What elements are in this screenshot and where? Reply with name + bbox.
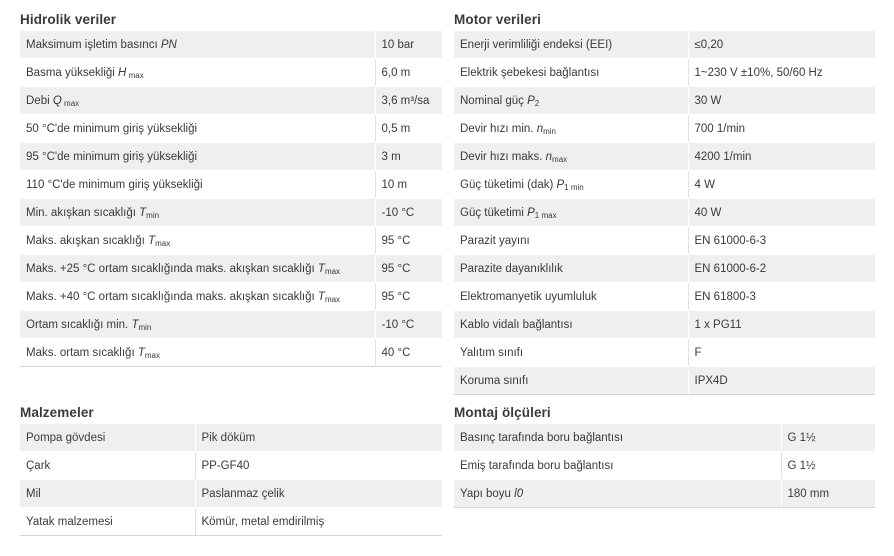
table-row <box>20 31 442 59</box>
table-row <box>20 171 442 199</box>
table-row <box>20 255 442 283</box>
symbol: T <box>131 318 139 331</box>
table-row <box>454 367 875 395</box>
row-value: ≤0,20 <box>688 31 875 59</box>
materials-title: Malzemeler <box>20 405 94 420</box>
row-label: Nominal güç $P_2$ <box>454 87 688 115</box>
row-value: PP-GF40 <box>195 452 442 480</box>
table-row <box>454 255 875 283</box>
table-row <box>454 87 875 115</box>
row-value: EN 61000-6-2 <box>688 255 875 283</box>
row-label: Yapı boyu l0 <box>454 480 781 508</box>
symbol-subscript: 2 <box>534 98 540 108</box>
row-value: 0,5 m <box>375 115 442 143</box>
symbol: n <box>545 150 553 163</box>
table-row <box>20 339 442 367</box>
row-label: Yatak malzemesi <box>20 508 195 536</box>
symbol: P <box>527 206 535 219</box>
symbol-subscript: min <box>543 126 556 136</box>
symbol: T <box>139 206 147 219</box>
table-row <box>20 311 442 339</box>
table-row <box>454 171 875 199</box>
symbol: T <box>137 346 145 359</box>
row-label: Maks. ortam sıcaklığı $T_{max}$ <box>20 339 375 367</box>
row-label: Parazit yayını <box>454 227 688 255</box>
row-value: 10 m <box>375 171 442 199</box>
mounting-dimensions-title: Montaj ölçüleri <box>454 405 551 420</box>
mounting-dimensions-table <box>454 424 875 508</box>
row-label: Elektrik şebekesi bağlantısı <box>454 59 688 87</box>
symbol: T <box>317 290 325 303</box>
row-label: Emiş tarafında boru bağlantısı <box>454 452 781 480</box>
row-label: Debi Q $_{max}$ <box>20 87 375 115</box>
row-value: -10 °C <box>375 311 442 339</box>
row-label: Enerji verimliliği endeksi (EEI) <box>454 31 688 59</box>
row-value: 1~230 V ±10%, 50/60 Hz <box>688 59 875 87</box>
symbol: l0 <box>514 487 524 500</box>
symbol-subscript: max <box>155 238 171 248</box>
symbol: Q <box>52 94 62 107</box>
symbol-subscript: 1 min <box>564 182 584 192</box>
materials-table <box>20 424 442 536</box>
table-row <box>454 311 875 339</box>
symbol-subscript: 1 max <box>534 210 557 220</box>
table-row <box>20 283 442 311</box>
row-value: 6,0 m <box>375 59 442 87</box>
row-value: 30 W <box>688 87 875 115</box>
row-label: Kablo vidalı bağlantısı <box>454 311 688 339</box>
row-value: -10 °C <box>375 199 442 227</box>
row-label: Maksimum işletim basıncı PN <box>20 31 375 59</box>
symbol: PN <box>160 38 177 51</box>
symbol-subscript: max <box>324 266 341 276</box>
row-label: Devir hızı min. $n_{min}$ <box>454 115 688 143</box>
symbol-subscript: max <box>324 294 341 304</box>
symbol: P <box>556 178 565 191</box>
table-row <box>20 424 442 452</box>
table-row <box>454 424 875 452</box>
row-value: 4200 1/min <box>688 143 875 171</box>
row-value: 180 mm <box>781 480 875 508</box>
table-row <box>454 283 875 311</box>
row-value: Kömür, metal emdirilmiş <box>195 508 442 536</box>
row-value: 4 W <box>688 171 875 199</box>
row-label: Basma yüksekliği H $_{max}$ <box>20 59 375 87</box>
row-value: 95 °C <box>375 255 442 283</box>
row-value: 95 °C <box>375 283 442 311</box>
row-value: 700 1/min <box>688 115 875 143</box>
table-row <box>20 480 442 508</box>
row-label: Güç tüketimi $P_{1 max}$ <box>454 199 688 227</box>
row-label: Devir hızı maks. $n_{max}$ <box>454 143 688 171</box>
row-value: 95 °C <box>375 227 442 255</box>
table-row <box>20 227 442 255</box>
table-row <box>20 452 442 480</box>
table-row <box>454 143 875 171</box>
table-row <box>454 59 875 87</box>
table-row <box>20 508 442 536</box>
row-label: Maks. akışkan sıcaklığı $T_{max}$ <box>20 227 375 255</box>
row-value: 3 m <box>375 143 442 171</box>
symbol: T <box>148 234 156 247</box>
row-value: 10 bar <box>375 31 442 59</box>
materials-section <box>20 402 442 536</box>
table-row <box>454 227 875 255</box>
row-label: 110 °C'de minimum giriş yüksekliği <box>20 171 375 199</box>
symbol-subscript: min <box>138 322 152 332</box>
row-value: IPX4D <box>688 367 875 395</box>
symbol-subscript: min <box>146 210 160 220</box>
row-label: Elektromanyetik uyumluluk <box>454 283 688 311</box>
row-label: Çark <box>20 452 195 480</box>
row-label: Ortam sıcaklığı min. $T_{min}$ <box>20 311 375 339</box>
symbol-subscript: max <box>126 70 144 80</box>
row-value: 1 x PG11 <box>688 311 875 339</box>
row-label: Yalıtım sınıfı <box>454 339 688 367</box>
row-value: EN 61000-6-3 <box>688 227 875 255</box>
table-row <box>20 199 442 227</box>
hydraulic-data-table <box>20 31 442 367</box>
mounting-dimensions-section <box>454 402 875 508</box>
row-value: Pik döküm <box>195 424 442 452</box>
symbol-subscript: max <box>552 154 568 164</box>
symbol-subscript: max <box>144 350 160 360</box>
symbol-subscript: max <box>61 98 80 108</box>
row-label: Koruma sınıfı <box>454 367 688 395</box>
table-row <box>20 143 442 171</box>
row-value: EN 61800-3 <box>688 283 875 311</box>
row-label: 50 °C'de minimum giriş yüksekliği <box>20 115 375 143</box>
motor-data-table <box>454 31 875 395</box>
table-row <box>454 339 875 367</box>
row-value: G 1½ <box>781 452 875 480</box>
row-value: 40 W <box>688 199 875 227</box>
symbol: n <box>536 122 544 135</box>
table-row <box>454 452 875 480</box>
row-label: Basınç tarafında boru bağlantısı <box>454 424 781 452</box>
table-row <box>20 59 442 87</box>
row-label: Min. akışkan sıcaklığı $T_{min}$ <box>20 199 375 227</box>
symbol: H <box>118 66 127 79</box>
hydraulic-data-section <box>20 9 442 367</box>
row-value: Paslanmaz çelik <box>195 480 442 508</box>
row-value: 3,6 m³/sa <box>375 87 442 115</box>
symbol: P <box>527 94 535 107</box>
row-value: G 1½ <box>781 424 875 452</box>
row-label: 95 °C'de minimum giriş yüksekliği <box>20 143 375 171</box>
motor-data-title: Motor verileri <box>454 12 541 27</box>
table-row <box>454 31 875 59</box>
table-row <box>454 115 875 143</box>
table-row <box>20 87 442 115</box>
row-label: Mil <box>20 480 195 508</box>
motor-data-section <box>454 9 875 395</box>
table-row <box>20 115 442 143</box>
row-label: Güç tüketimi (dak) $P_{1 min}$ <box>454 171 688 199</box>
table-row <box>454 199 875 227</box>
row-value: F <box>688 339 875 367</box>
row-label: Maks. +25 °C ortam sıcaklığında maks. akışkan sıcaklığı $T_{max}$ <box>20 255 375 283</box>
row-label: Pompa gövdesi <box>20 424 195 452</box>
symbol: T <box>317 262 325 275</box>
row-label: Maks. +40 °C ortam sıcaklığında maks. akışkan sıcaklığı $T_{max}$ <box>20 283 375 311</box>
row-label: Parazite dayanıklılık <box>454 255 688 283</box>
hydraulic-data-title: Hidrolik veriler <box>20 12 117 27</box>
table-row <box>454 480 875 508</box>
row-value: 40 °C <box>375 339 442 367</box>
